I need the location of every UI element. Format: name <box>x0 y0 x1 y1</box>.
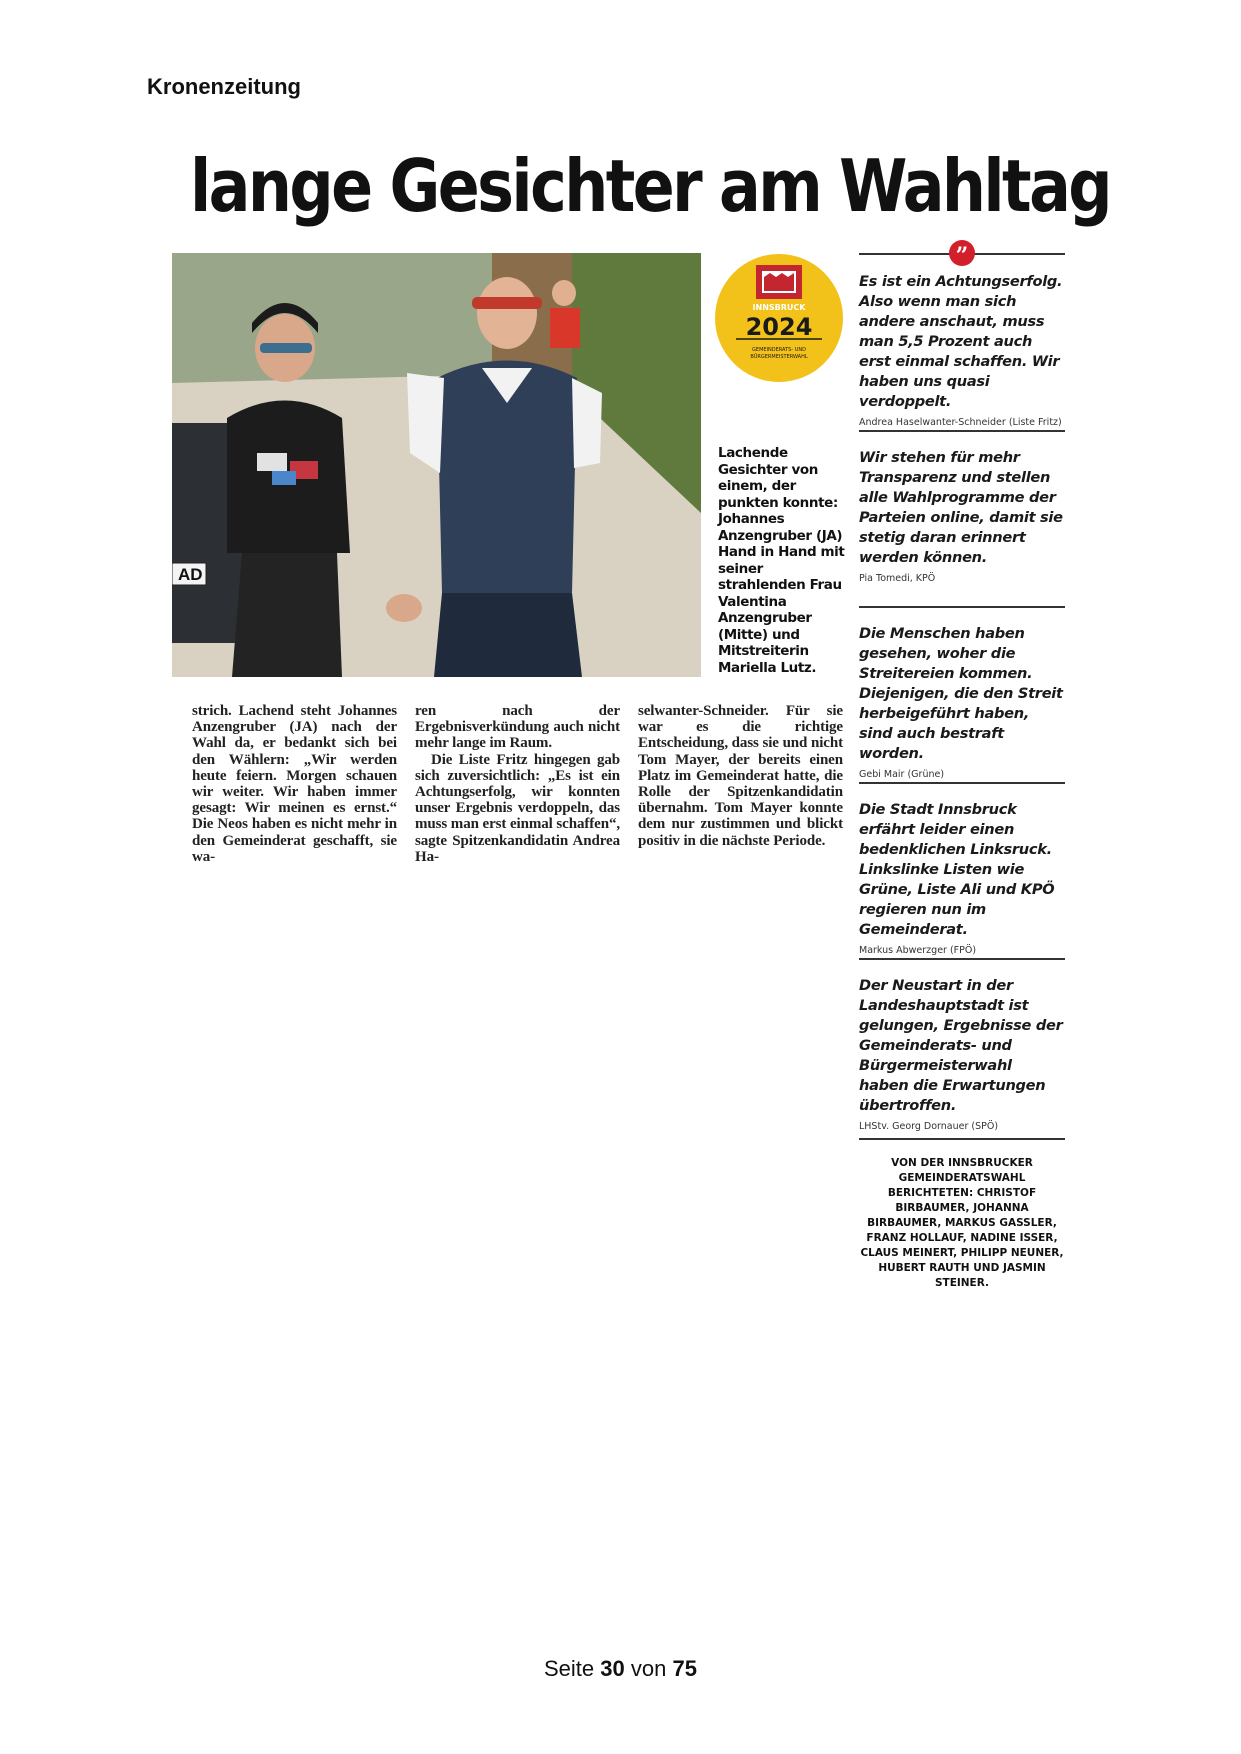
reporter-credits: VON DER INNSBRUCKER GEMEINDERATSWAHL BERICHTETEN: CHRISTOF BIRBAUMER, JOHANNA BIRBAUMER, MARKUS GASSLER, FRANZ HOLLAUF, NADINE ISSER, CLAUS MEINERT, PHILIPP NEUNER, HUBERT RAUTH UND JASMIN STEINER. <box>860 1157 1064 1289</box>
quote-author: Markus Abwerzger (FPÖ) <box>859 945 977 956</box>
quote-divider <box>859 782 1065 784</box>
article-paragraph: selwanter-Schneider. Für sie war es die richtige Entscheidung, dass sie und nicht Tom Mayer, der bereits einen Platz im Gemeinderat hatte, die Rolle der Spitzenkandidatin übernahm. Tom Mayer konnte dem nur zustimmen und blickt positiv in die nächste Periode. <box>638 703 843 849</box>
quote-text: Wir stehen für mehr Transparenz und stellen alle Wahlprogramme der Parteien online, damit sie stetig daran erinnert werden können. <box>859 449 1063 566</box>
quote-text: Die Menschen haben gesehen, woher die Streitereien kommen. Diejenigen, die den Streit herbeigeführt haben, sind auch bestraft worden. <box>859 625 1063 762</box>
election-badge <box>714 253 844 383</box>
quote-2 <box>859 448 1065 584</box>
page-total: 75 <box>672 1656 697 1681</box>
badge-subtitle-1: GEMEINDERATS- UND <box>752 347 806 353</box>
page-number: 30 <box>600 1656 625 1681</box>
quote-icon: ” <box>949 240 975 266</box>
badge-city: INNSBRUCK <box>752 303 806 312</box>
quote-5 <box>859 976 1065 1132</box>
article-photo <box>172 253 701 677</box>
headline: lange Gesichter am Wahltag <box>190 144 1111 228</box>
badge-year: 2024 <box>745 313 813 341</box>
quote-divider <box>859 430 1065 432</box>
quote-author: LHStv. Georg Dornauer (SPÖ) <box>859 1121 999 1132</box>
footer-prefix: Seite <box>544 1656 595 1681</box>
footer-middle: von <box>630 1656 667 1681</box>
badge-subtitle-2: BÜRGERMEISTERWAHL <box>750 354 808 360</box>
quote-author: Gebi Mair (Grüne) <box>859 769 945 780</box>
article-column-1 <box>192 703 397 865</box>
license-plate-text: AD <box>178 565 203 584</box>
page-footer <box>0 1656 1241 1682</box>
article-paragraph: strich. Lachend steht Johannes Anzengruber (JA) nach der Wahl da, er bedankt sich bei den Wählern: „Wir werden heute feiern. Morgen schauen wir weiter. Wir haben immer gesagt: Wir meinen es ernst.“ Die Neos haben es nicht mehr in den Gemeinderat geschafft, sie wa- <box>192 703 397 865</box>
quote-author: Andrea Haselwanter-Schneider (Liste Fritz) <box>859 417 1062 428</box>
quote-divider <box>859 1138 1065 1140</box>
quote-text: Es ist ein Achtungserfolg. Also wenn man sich andere anschaut, muss man 5,5 Prozent auch erst einmal schaffen. Wir haben uns quasi verdoppelt. <box>859 273 1063 410</box>
article-column-2 <box>415 703 620 865</box>
photo-caption: Lachende Gesichter von einem, der punkten konnte: Johannes Anzengruber (JA) Hand in Hand mit seiner strahlenden Frau Valentina Anzengruber (Mitte) und Mitstreiterin Mariella Lutz. <box>718 445 845 676</box>
article-paragraph: Die Liste Fritz hingegen gab sich zuversichtlich: „Es ist ein Achtungserfolg, wir konnten unser Ergebnis verdoppeln, das muss man erst einmal schaffen“, sagte Spitzenkandidatin Andrea Ha- <box>415 751 620 865</box>
source-label: Kronenzeitung <box>147 74 301 99</box>
quote-divider <box>859 606 1065 608</box>
quote-text: Die Stadt Innsbruck erfährt leider einen bedenklichen Linksruck. Linkslinke Listen wie Grüne, Liste Ali und KPÖ regieren nun im Gemeinderat. <box>859 801 1055 938</box>
quote-1 <box>859 272 1065 428</box>
quote-3 <box>859 624 1065 780</box>
quote-text: Der Neustart in der Landeshauptstadt ist gelungen, Ergebnisse der Gemeinderats- und Bürgermeisterwahl haben die Erwartungen übertroffen. <box>859 977 1063 1114</box>
quote-author: Pia Tomedi, KPÖ <box>859 573 936 584</box>
article-column-3 <box>638 703 843 849</box>
article-paragraph: ren nach der Ergebnisverkündung auch nicht mehr lange im Raum. <box>415 703 620 752</box>
quote-4 <box>859 800 1065 956</box>
quote-divider <box>859 958 1065 960</box>
